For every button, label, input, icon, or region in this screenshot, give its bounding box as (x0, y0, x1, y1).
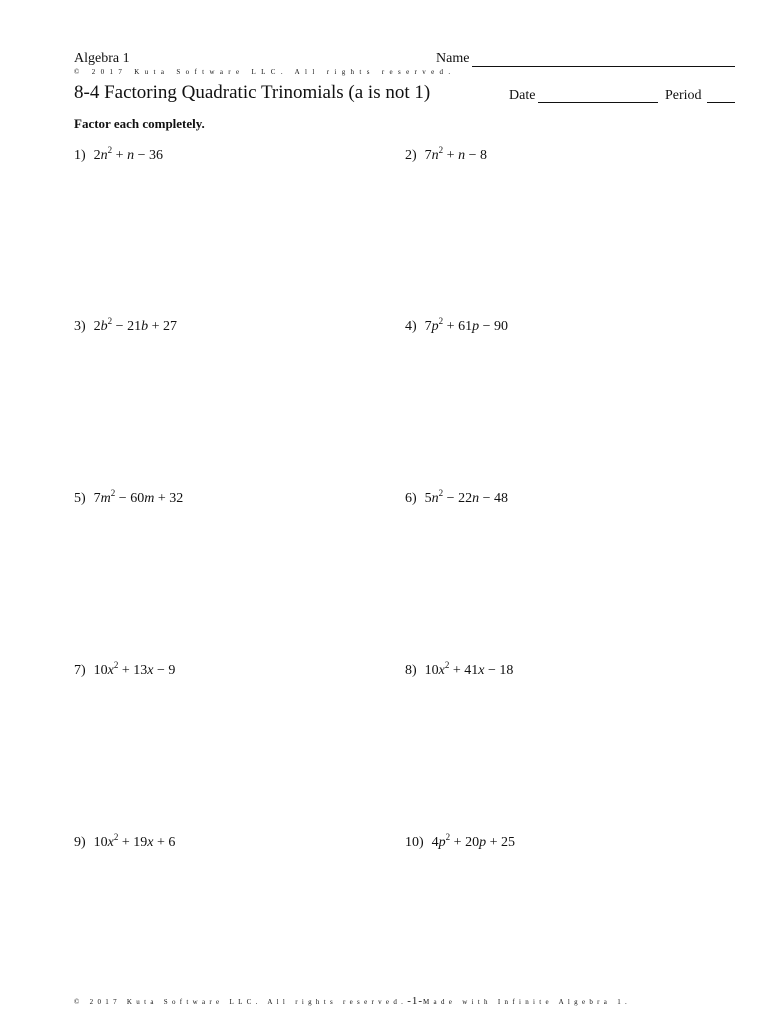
problem-1 (74, 147, 163, 165)
problem-number: 6) (405, 491, 417, 506)
problem-number: 8) (405, 663, 417, 678)
problem-4 (405, 318, 508, 336)
instructions: Factor each completely. (74, 116, 205, 131)
page-number: -1- (407, 995, 424, 1007)
problem-expression: $7m^2 - 60m + 32$ (93, 488, 184, 506)
copyright-notice: © 2017 Kuta Software LLC. All rights reserved. (74, 68, 456, 76)
problem-number: 3) (74, 319, 86, 334)
page-footer (74, 995, 631, 1008)
problem-expression: $5n^2 - 22n - 48$ (424, 488, 508, 506)
problem-expression: $4p^2 + 20p + 25$ (431, 832, 515, 850)
problem-number: 5) (74, 491, 86, 506)
problem-number: 10) (405, 835, 424, 850)
problem-expression: $7p^2 + 61p - 90$ (424, 316, 508, 334)
problem-expression: $2b^2 - 21b + 27$ (93, 316, 177, 334)
problem-10 (405, 834, 515, 852)
date-blank-line (538, 102, 658, 103)
problem-3 (74, 318, 177, 336)
footer-made-with: Made with Infinite Algebra 1. (423, 998, 632, 1006)
problem-expression: $7n^2 + n - 8$ (424, 145, 487, 163)
course-name: Algebra 1 (74, 51, 130, 66)
problem-number: 4) (405, 319, 417, 334)
problem-2 (405, 147, 487, 165)
problem-number: 9) (74, 835, 86, 850)
problem-7 (74, 662, 175, 680)
name-label: Name (436, 51, 470, 66)
footer-copyright: © 2017 Kuta Software LLC. All rights reserved. (74, 998, 408, 1006)
period-label: Period (665, 88, 702, 103)
period-blank-line (707, 102, 735, 103)
problem-number: 7) (74, 663, 86, 678)
problem-expression: $10x^2 + 13x - 9$ (93, 660, 176, 678)
problem-8 (405, 662, 513, 680)
problem-number: 1) (74, 148, 86, 163)
problem-9 (74, 834, 175, 852)
problem-expression: $10x^2 + 41x - 18$ (424, 660, 514, 678)
problem-5 (74, 490, 183, 508)
worksheet-title: 8-4 Factoring Quadratic Trinomials (a is not 1) (74, 82, 431, 103)
problem-6 (405, 490, 508, 508)
problem-expression: $10x^2 + 19x + 6$ (93, 832, 176, 850)
problem-number: 2) (405, 148, 417, 163)
date-label: Date (509, 88, 536, 103)
problem-expression: $2n^2 + n - 36$ (93, 145, 163, 163)
name-blank-line (472, 66, 735, 67)
